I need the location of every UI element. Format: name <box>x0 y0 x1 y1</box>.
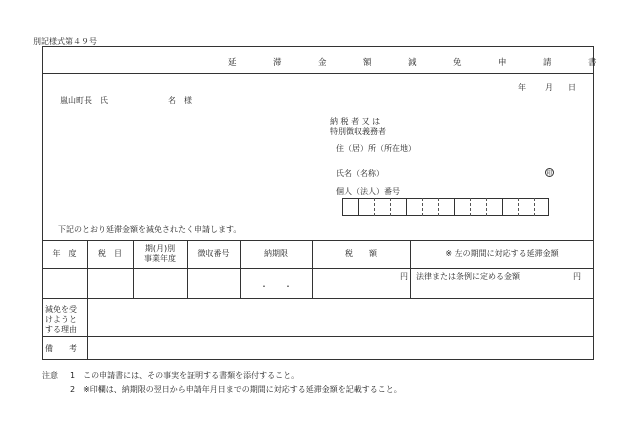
date-year: 年 <box>518 83 526 92</box>
id-box-divider <box>358 198 359 216</box>
header-period-line2: 事業年度 <box>144 254 176 263</box>
request-text: 下記のとおり延滞金額を減免されたく申請します。 <box>58 225 242 234</box>
id-box-divider <box>438 198 439 216</box>
header-due-date: 納期限 <box>264 249 288 258</box>
id-box-divider <box>406 198 407 216</box>
taxpayer-label: 納 税 者 又 は <box>330 117 381 126</box>
header-penalty: ※ 左の期間に対応する延滞金額 <box>445 249 559 258</box>
name-label: 氏名（名称） <box>336 169 384 178</box>
addressee-suffix: 名 様 <box>168 96 192 105</box>
reason-label-3: する理由 <box>45 325 77 334</box>
reason-row-bottom-line <box>42 336 594 337</box>
id-box-divider <box>374 198 375 216</box>
form-number: 別記様式第４９号 <box>33 37 97 46</box>
reason-label-2: けようと <box>45 315 77 324</box>
header-tax-amount: 税 額 <box>345 249 377 258</box>
note-2: 2 ※印欄は、納期限の翌日から申請年月日までの期間に対応する延滞金額を記載すること。 <box>70 385 402 394</box>
address-label: 住（居）所（所在地） <box>336 144 416 153</box>
id-box-divider <box>470 198 471 216</box>
header-period-line1: 期(月)別 <box>144 244 176 253</box>
header-period <box>133 240 187 268</box>
addressee-mayor: 嵐山町長 氏 <box>60 96 108 105</box>
data-row-bottom-line <box>42 298 594 299</box>
note-1: 1 この申請書には、その事実を証明する書類を添付すること。 <box>70 371 300 380</box>
id-box-divider <box>518 198 519 216</box>
id-box-divider <box>502 198 503 216</box>
header-collection-no: 徴収番号 <box>197 249 230 258</box>
header-year: 年 度 <box>52 249 77 258</box>
withholder-label: 特別徴収義務者 <box>330 127 386 136</box>
title-divider <box>42 73 594 74</box>
seal-mark: 印 <box>546 170 553 177</box>
date-month: 月 <box>545 83 553 92</box>
id-box-divider <box>486 198 487 216</box>
reason-label-1: 減免を受 <box>45 305 77 314</box>
form-title: 延 滞 金 額 減 免 申 請 書 <box>228 58 611 68</box>
penalty-yen: 円 <box>573 272 581 281</box>
date-day: 日 <box>568 83 576 92</box>
id-box-divider <box>390 198 391 216</box>
header-tax-item: 税 目 <box>98 249 122 258</box>
id-number-label: 個人（法人）番号 <box>336 187 400 196</box>
header-bottom-line <box>42 268 594 269</box>
id-box-divider <box>422 198 423 216</box>
remarks-label: 備 考 <box>45 344 77 353</box>
due-date-dots: ・ ・ <box>260 282 292 291</box>
law-amount-text: 法律または条例に定める金額 <box>416 272 520 281</box>
id-box-divider <box>534 198 535 216</box>
tax-amount-yen: 円 <box>400 272 408 281</box>
notes-label: 注意 <box>42 371 58 380</box>
id-box-divider <box>454 198 455 216</box>
